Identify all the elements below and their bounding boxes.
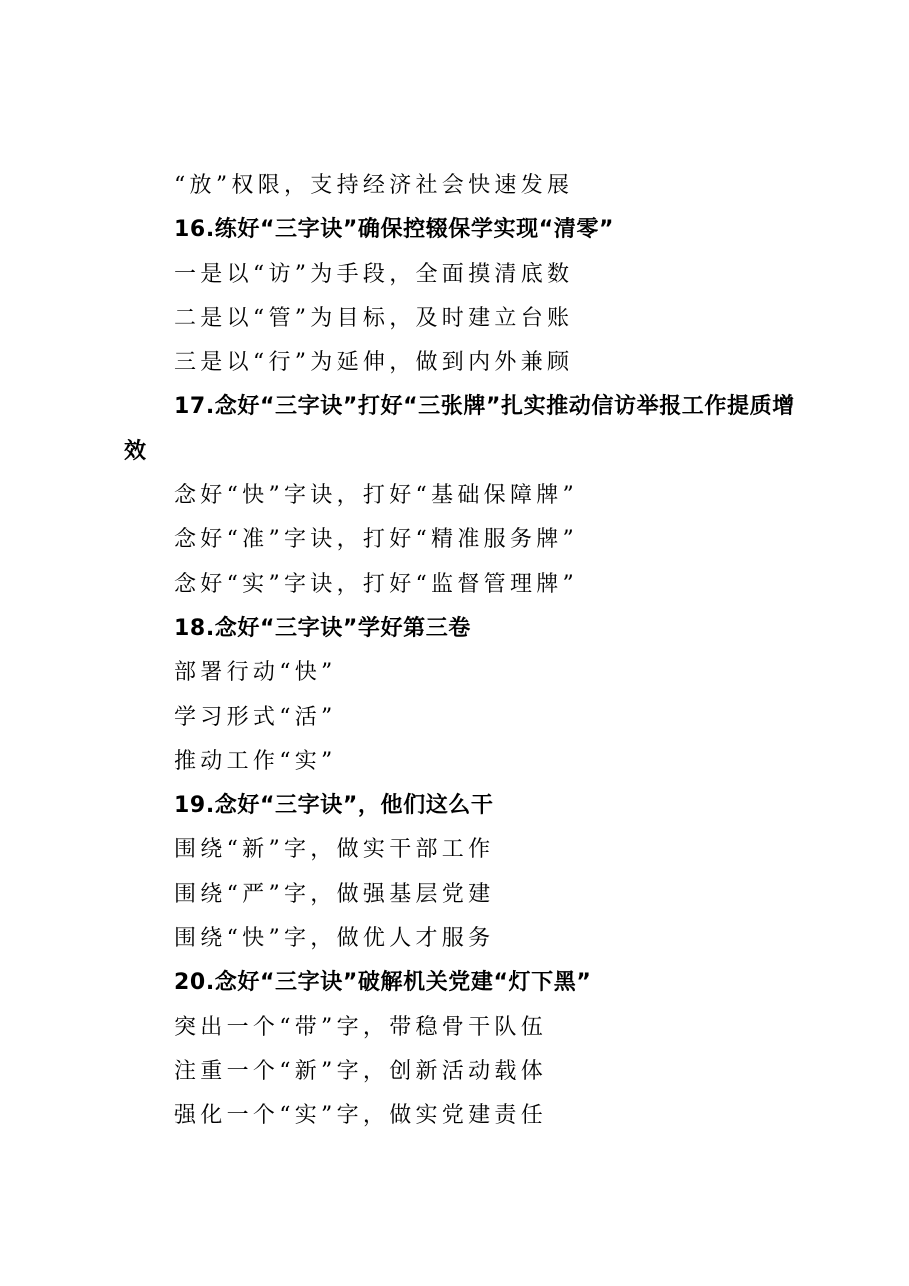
- list-item: 注重一个“新”字，创新活动载体: [174, 1058, 547, 1084]
- list-item: 二是以“管”为目标，及时建立台账: [174, 305, 574, 331]
- list-item: 念好“准”字诀，打好“精准服务牌”: [174, 527, 579, 553]
- section-heading-20: 20.念好“三字诀”破解机关党建“灯下黑”: [174, 970, 592, 996]
- section-heading-17: 17.念好“三字诀”打好“三张牌”扎实推动信访举报工作提质增效: [124, 394, 795, 464]
- list-item: 围绕“新”字，做实干部工作: [174, 837, 495, 863]
- list-item: 部署行动“快”: [174, 660, 337, 686]
- list-item: 推动工作“实”: [174, 748, 337, 774]
- list-item: 念好“快”字诀，打好“基础保障牌”: [174, 483, 579, 509]
- list-item: “放”权限，支持经济社会快速发展: [174, 173, 574, 198]
- list-item: 一是以“访”为手段，全面摸清底数: [174, 261, 574, 287]
- section-heading-16: 16.练好“三字诀”确保控辍保学实现“清零”: [174, 217, 615, 243]
- list-item: 念好“实”字诀，打好“监督管理牌”: [174, 571, 579, 597]
- list-item: 强化一个“实”字，做实党建责任: [174, 1103, 547, 1129]
- list-item: 突出一个“带”字，带稳骨干队伍: [174, 1014, 547, 1040]
- list-item: 围绕“严”字，做强基层党建: [174, 881, 495, 907]
- list-item: 三是以“行”为延伸，做到内外兼顾: [174, 350, 574, 376]
- section-heading-19: 19.念好“三字诀”，他们这么干: [174, 793, 494, 819]
- list-item: 围绕“快”字，做优人才服务: [174, 926, 495, 952]
- list-item: 学习形式“活”: [174, 704, 337, 730]
- section-heading-18: 18.念好“三字诀”学好第三卷: [174, 615, 471, 641]
- document-body: [124, 164, 814, 1139]
